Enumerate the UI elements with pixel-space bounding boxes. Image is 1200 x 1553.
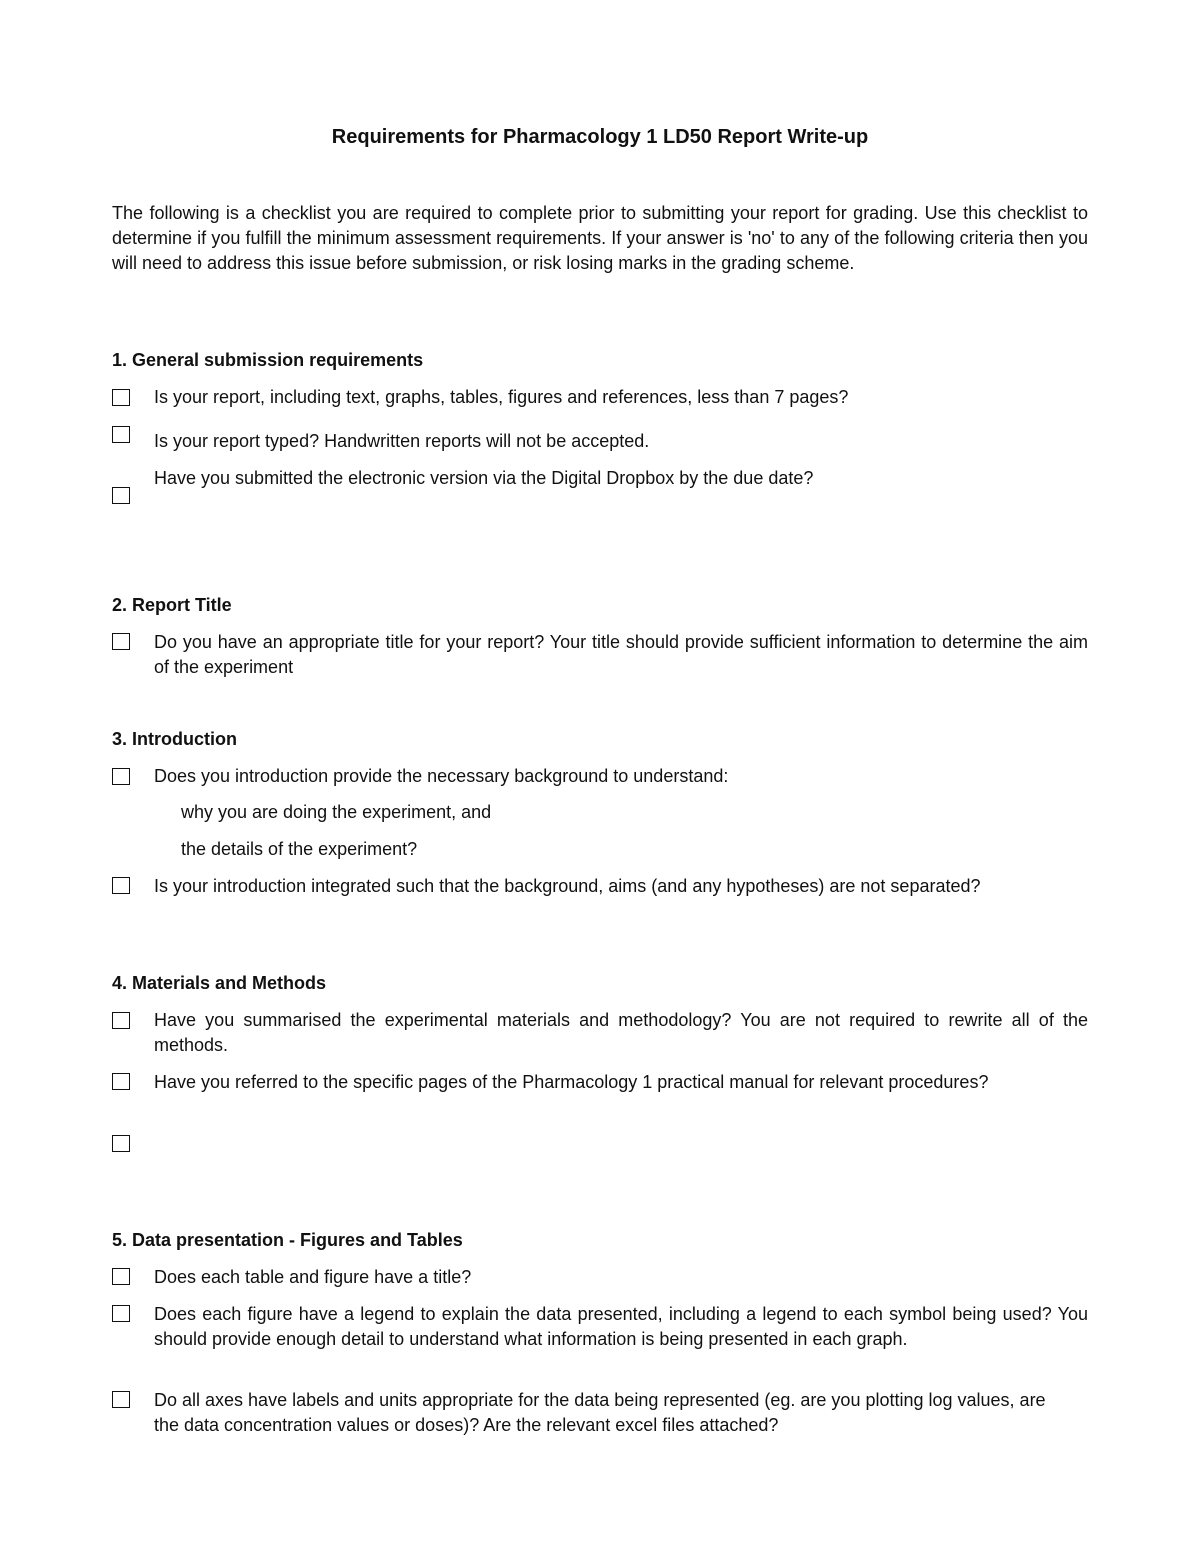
- checkbox[interactable]: [112, 1305, 130, 1322]
- section-heading-data-presentation: 5. Data presentation - Figures and Tables: [112, 1230, 463, 1250]
- checkbox[interactable]: [112, 389, 130, 406]
- checkbox[interactable]: [112, 1012, 130, 1029]
- checklist-item-text: Have you summarised the experimental materials and methodology? You are not required to rewrite all of the methods.: [154, 1010, 1088, 1055]
- section-heading-materials-methods: 4. Materials and Methods: [112, 973, 327, 993]
- checkbox[interactable]: [112, 877, 130, 894]
- checklist-item-text: Does you introduction provide the necessary background to understand:: [154, 766, 729, 786]
- checklist-item-text: Does each table and figure have a title?: [154, 1267, 472, 1287]
- checkbox[interactable]: [112, 633, 130, 650]
- document-title: Requirements for Pharmacology 1 LD50 Report Write-up: [331, 126, 869, 148]
- checklist-item-text: Do all axes have labels and units appropriate for the data being represented (eg. are you plotting log values, are the data concentration values or doses)? Are the relevant excel files attached?: [154, 1390, 1046, 1435]
- checkbox[interactable]: [112, 768, 130, 785]
- section-heading-introduction: 3. Introduction: [112, 729, 237, 749]
- checkbox[interactable]: [112, 1135, 130, 1152]
- checkbox[interactable]: [112, 1073, 130, 1090]
- checkbox[interactable]: [112, 1268, 130, 1285]
- checklist-item-text: Do you have an appropriate title for your report? Your title should provide sufficient information to determine the aim of the experiment: [154, 632, 1088, 677]
- checklist-item-text: Have you referred to the specific pages of the Pharmacology 1 practical manual for relevant procedures?: [154, 1072, 989, 1092]
- section-heading-general-submission: 1. General submission requirements: [112, 350, 424, 370]
- section-heading-report-title: 2. Report Title: [112, 595, 232, 615]
- intro-paragraph: The following is a checklist you are required to complete prior to submitting your report for grading. Use this checklist to determine if you fulfill the minimum assessment requirements. If your answer is 'no' to any of the following criteria then you will need to address this issue before submission, or risk losing marks in the grading scheme.: [112, 203, 1088, 273]
- checklist-item-text: Is your report, including text, graphs, tables, figures and references, less than 7 pages?: [154, 387, 849, 407]
- checklist-item-text: Have you submitted the electronic version via the Digital Dropbox by the due date?: [154, 468, 814, 488]
- checklist-subitem: the details of the experiment?: [181, 839, 418, 859]
- checklist-item-text: Is your report typed? Handwritten reports will not be accepted.: [154, 431, 650, 451]
- checkbox[interactable]: [112, 426, 130, 443]
- checklist-item-text: Is your introduction integrated such that the background, aims (and any hypotheses) are not separated?: [154, 876, 981, 896]
- checkbox[interactable]: [112, 487, 130, 504]
- checklist-subitem: why you are doing the experiment, and: [181, 802, 492, 822]
- checkbox[interactable]: [112, 1391, 130, 1408]
- checklist-item-text: Does each figure have a legend to explain the data presented, including a legend to each symbol being used? You should provide enough detail to understand what information is being presented in each graph.: [154, 1304, 1088, 1349]
